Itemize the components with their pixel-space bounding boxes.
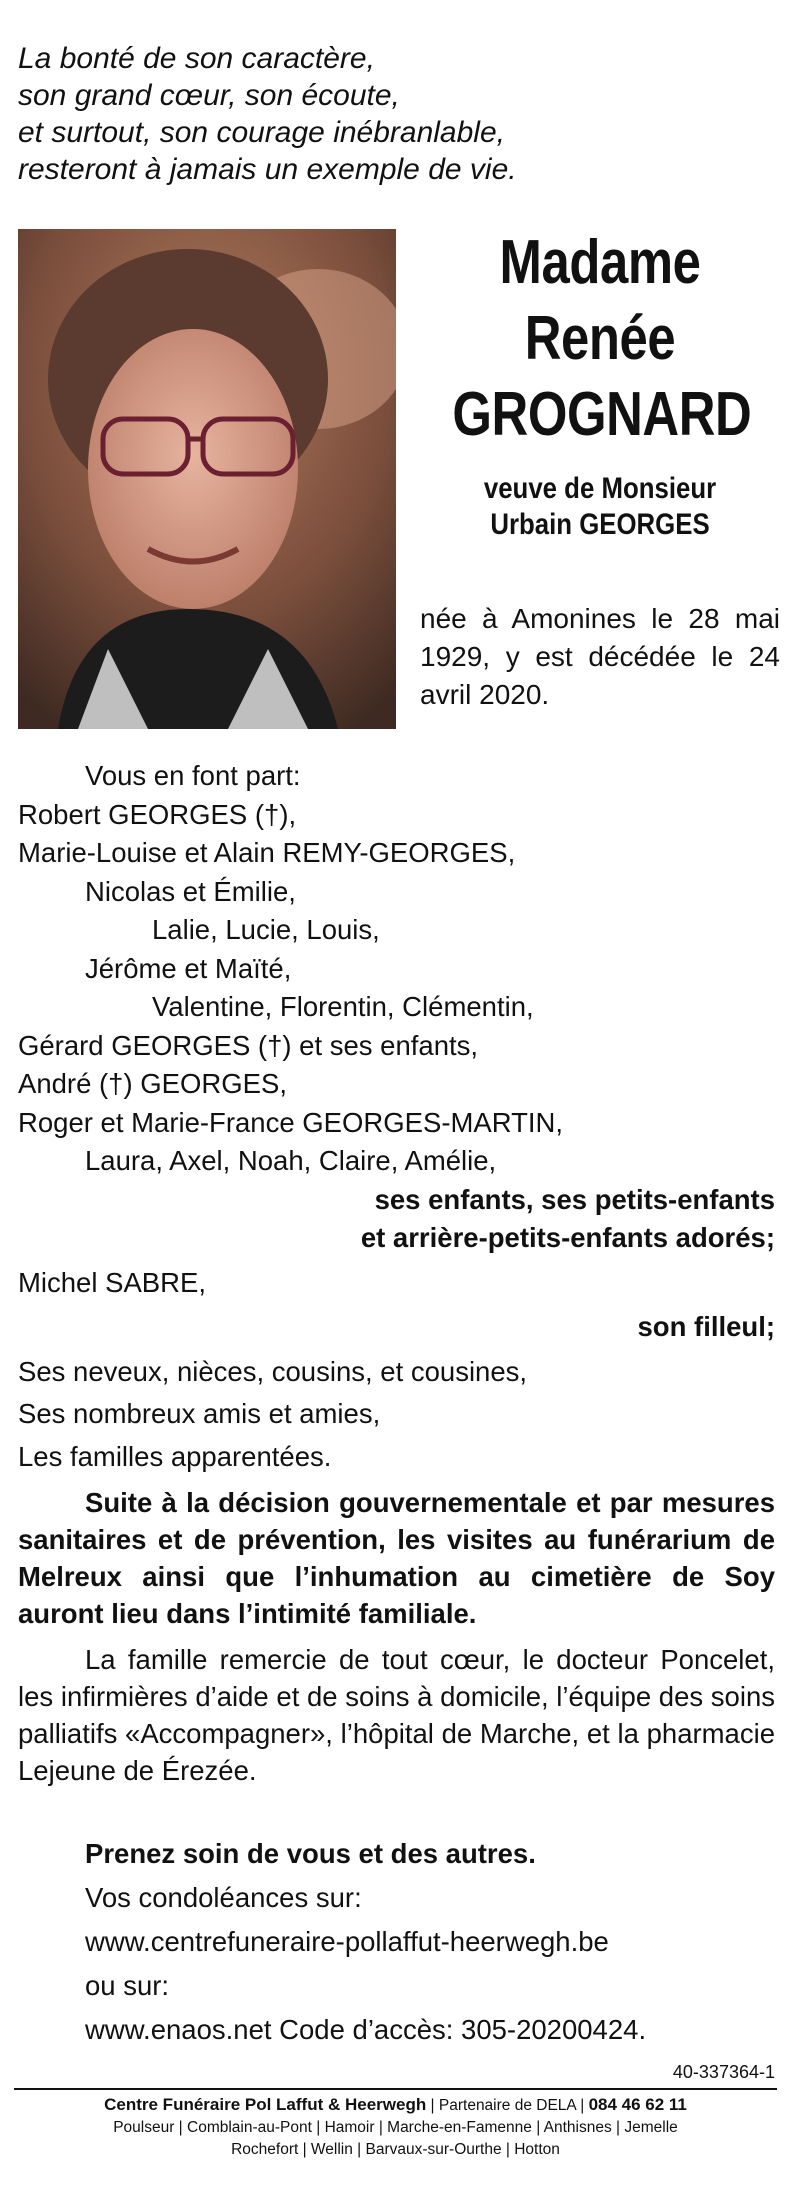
company-name: Centre Funéraire Pol Laffut & Heerwegh	[104, 2095, 427, 2114]
widow-of	[445, 471, 755, 543]
footer-divider	[14, 2088, 777, 2090]
godson-label: son filleul;	[637, 1311, 775, 1342]
deceased-title: Madame	[499, 228, 701, 297]
deceased-first-name: Renée	[524, 304, 676, 373]
family-member: Gérard GEORGES (†) et ses enfants,	[18, 1029, 479, 1061]
care-message: Prenez soin de vous et des autres.	[85, 1838, 536, 1869]
family-member: Jérôme et Maïté,	[85, 952, 292, 984]
quote-line: La bonté de son caractère,	[18, 42, 375, 75]
footer-company-line	[0, 2094, 791, 2117]
family-member: André (†) GEORGES,	[18, 1068, 287, 1099]
family-member: Lalie, Lucie, Louis,	[152, 914, 380, 945]
family-member: Laura, Axel, Noah, Claire, Amélie,	[85, 1145, 497, 1176]
deceased-name-block	[420, 225, 780, 543]
deceased-last-name: GROGNARD	[452, 380, 752, 449]
family-member: Valentine, Florentin, Clémentin,	[152, 991, 534, 1022]
widow-line: veuve de Monsieur	[483, 472, 717, 505]
widow-line: Urbain GEORGES	[490, 508, 710, 541]
footer-locations: Poulseur | Comblain-au-Pont | Hamoir | Marche-en-Famenne | Anthisnes | Jemelle	[113, 2119, 678, 2136]
epigraph-quote	[18, 40, 718, 188]
enaos-access-line[interactable]: www.enaos.net Code d’accès: 305-20200424.	[85, 2014, 647, 2045]
separator: |	[430, 2097, 439, 2114]
family-member: Robert GEORGES (†),	[18, 798, 297, 830]
footer-locations: Rochefort | Wellin | Barvaux-sur-Ourthe | Hotton	[231, 2141, 560, 2158]
phone-number: 084 46 62 11	[588, 2095, 687, 2114]
quote-line: et surtout, son courage inébranlable,	[18, 116, 505, 149]
children-label: ses enfants, ses petits-enfants	[374, 1183, 775, 1215]
other-relatives: Ses neveux, nièces, cousins, et cousines,	[18, 1355, 528, 1387]
family-member: Marie-Louise et Alain REMY-GEORGES,	[18, 837, 516, 868]
birth-death-text: née à Amonines le 28 mai 1929, y est décédée le 24 avril 2020.	[420, 603, 780, 710]
separator: |	[580, 2097, 589, 2114]
quote-line: resteront à jamais un exemple de vie.	[18, 153, 517, 186]
family-member: Nicolas et Émilie,	[85, 875, 296, 907]
closing-block	[18, 1832, 775, 2052]
partner-label: Partenaire de DELA	[438, 2097, 576, 2114]
family-member: Roger et Marie-France GEORGES-MARTIN,	[18, 1106, 564, 1138]
quote-line: son grand cœur, son écoute,	[18, 79, 400, 112]
children-label: et arrière-petits-enfants adorés;	[360, 1222, 775, 1253]
other-relatives: Ses nombreux amis et amies,	[18, 1398, 381, 1429]
godson-name: Michel SABRE,	[18, 1266, 206, 1298]
portrait-photo	[18, 229, 396, 729]
family-intro: Vous en font part:	[85, 760, 301, 791]
condolences-url[interactable]: www.centrefuneraire-pollaffut-heerwegh.be	[85, 1926, 609, 1957]
other-relatives: Les familles apparentées.	[18, 1440, 332, 1472]
family-announcement	[18, 757, 775, 1476]
reference-number: 40-337364-1	[672, 2062, 775, 2082]
or-label: ou sur:	[85, 1970, 170, 2001]
funeral-notice: Suite à la décision gouvernementale et par mesures sanitaires et de prévention, les visites au funérarium de Melreux ainsi que l’inhumation au cimetière de Soy auront lieu dans l’intimité familiale.	[18, 1487, 775, 1629]
footer	[0, 2094, 791, 2161]
condolences-label: Vos condoléances sur:	[85, 1882, 362, 1913]
thanks-paragraph: La famille remercie de tout cœur, le docteur Poncelet, les infirmières d’aide et de soins à domicile, l’équipe des soins palliatifs «Accompagner», l’hôpital de Marche, et la pharmacie Lejeune de Érezée.	[18, 1644, 775, 1786]
